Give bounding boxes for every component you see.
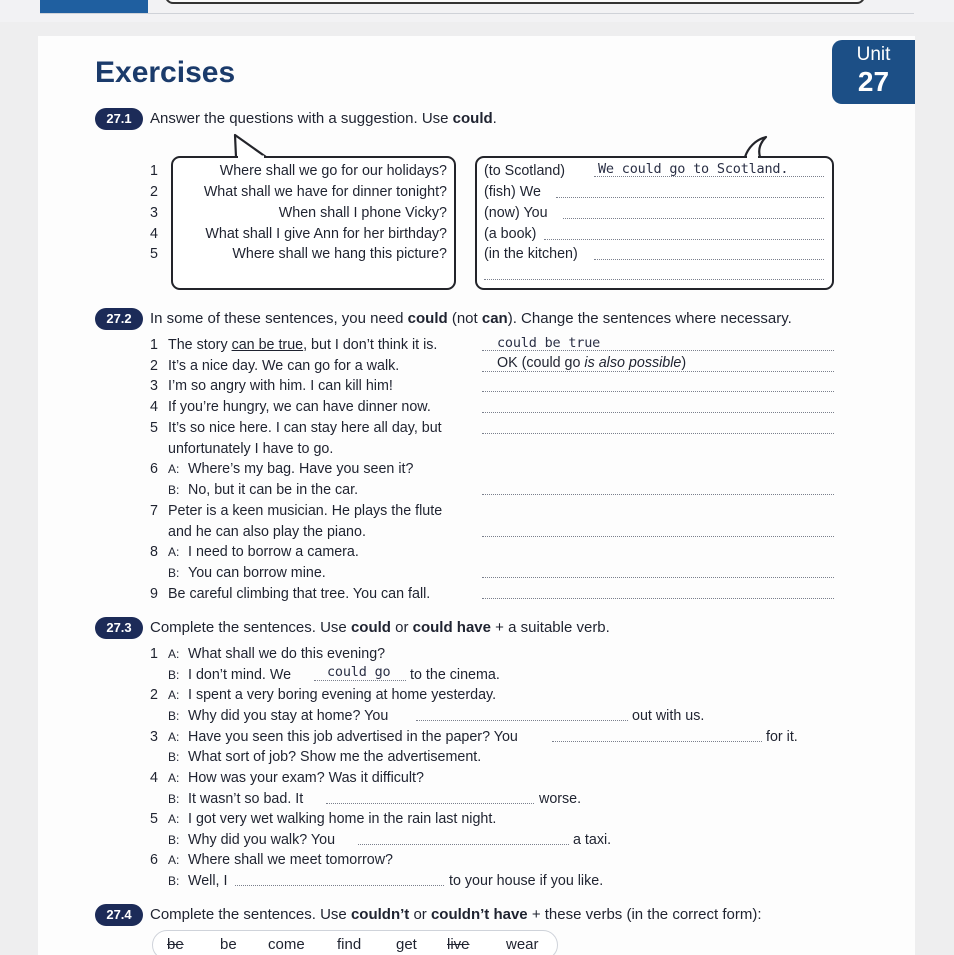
answer-line[interactable] [235, 885, 444, 886]
question-text: Where shall we go for our holidays? [219, 163, 447, 179]
sentence-text: for it. [766, 729, 798, 745]
sentence-text: If you’re hungry, we can have dinner now. [168, 399, 431, 415]
speaker-label: A: [168, 730, 180, 744]
item-number: 7 [150, 503, 158, 519]
speaker-label: A: [168, 647, 180, 661]
exercise-27-1-instruction: Answer the questions with a suggestion. Use could. [150, 110, 497, 127]
sentence-text: Well, I [188, 873, 228, 889]
sentence-text: to the cinema. [410, 667, 500, 683]
sentence-text: How was your exam? Was it difficult? [188, 770, 424, 786]
exercise-badge-27-4: 27.4 [95, 904, 143, 926]
sentence-text: Have you seen this job advertised in the paper? You [188, 729, 518, 745]
exercise-badge-27-2: 27.2 [95, 308, 143, 330]
answer-line[interactable] [482, 577, 834, 578]
speaker-label: B: [168, 483, 180, 497]
sentence-text: I got very wet walking home in the rain last night. [188, 811, 497, 827]
sentence-text: You can borrow mine. [188, 565, 326, 581]
answer-line[interactable] [314, 680, 406, 681]
handwritten-answer[interactable]: We could go to Scotland. [598, 161, 789, 177]
speaker-label: A: [168, 853, 180, 867]
sentence-text: unfortunately I have to go. [168, 441, 334, 457]
sentence-text: I’m so angry with him. I can kill him! [168, 378, 393, 394]
sentence-text: I need to borrow a camera. [188, 544, 359, 560]
sentence-text: What shall we do this evening? [188, 646, 386, 662]
word-used: live [447, 936, 470, 953]
speaker-label: B: [168, 750, 180, 764]
answer-line[interactable] [544, 239, 824, 240]
sentence-text: The story can be true, but I don’t think it is. [168, 337, 438, 353]
sentence-text: Where shall we meet tomorrow? [188, 852, 393, 868]
speaker-label: B: [168, 833, 180, 847]
sentence-text: I spent a very boring evening at home yesterday. [188, 687, 497, 703]
answer-line[interactable] [482, 494, 834, 495]
answer-line[interactable] [594, 176, 824, 177]
item-number: 6 [150, 461, 158, 477]
exercise-27-3-instruction: Complete the sentences. Use could or could have + a suitable verb. [150, 619, 610, 636]
word-option: come [268, 936, 305, 953]
exercise-badge-27-3: 27.3 [95, 617, 143, 639]
exercise-27-2-instruction: In some of these sentences, you need could (not can). Change the sentences where necessary. [150, 310, 792, 327]
prompt-text: (now) You [484, 205, 548, 221]
item-number: 6 [150, 852, 158, 868]
speaker-label: B: [168, 566, 180, 580]
speaker-label: A: [168, 812, 180, 826]
word-option: find [337, 936, 362, 953]
answer-line[interactable] [326, 803, 534, 804]
sentence-text: I don’t mind. We [188, 667, 292, 683]
answer-line[interactable] [484, 279, 824, 280]
question-text: When shall I phone Vicky? [278, 205, 447, 221]
item-number: 3 [150, 378, 158, 394]
speaker-label: B: [168, 874, 180, 888]
exercise-27-4-instruction: Complete the sentences. Use couldn’t or couldn’t have + these verbs (in the correct form): [150, 906, 762, 923]
unit-label: Unit [856, 44, 891, 65]
item-number: 2 [150, 358, 158, 374]
answer-line[interactable] [358, 844, 569, 845]
item-number: 4 [150, 770, 158, 786]
item-number: 1 [150, 163, 158, 179]
sentence-text: a taxi. [573, 832, 612, 848]
sentence-text: What sort of job? Show me the advertisement. [188, 749, 482, 765]
sentence-text: Why did you stay at home? You [188, 708, 389, 724]
word-option: be [220, 936, 237, 953]
item-number: 9 [150, 586, 158, 602]
item-number: 5 [150, 420, 158, 436]
sentence-text: It wasn’t so bad. It [188, 791, 304, 807]
unit-number: 27 [857, 66, 890, 97]
item-number: 1 [150, 646, 158, 662]
exercise-badge-27-1: 27.1 [95, 108, 143, 130]
item-number: 5 [150, 246, 158, 262]
question-text: Where shall we hang this picture? [232, 246, 447, 262]
handwritten-answer[interactable]: could be true [497, 335, 601, 351]
sentence-text: No, but it can be in the car. [188, 482, 359, 498]
answer-line[interactable] [482, 412, 834, 413]
item-number: 5 [150, 811, 158, 827]
speaker-label: B: [168, 668, 180, 682]
question-text: What shall I give Ann for her birthday? [205, 226, 447, 242]
prompt-text: (fish) We [484, 184, 541, 200]
item-number: 2 [150, 687, 158, 703]
sentence-text: worse. [539, 791, 582, 807]
item-number: 1 [150, 337, 158, 353]
sentence-text: Where’s my bag. Have you seen it? [188, 461, 414, 477]
speaker-label: A: [168, 545, 180, 559]
speaker-label: B: [168, 792, 180, 806]
handwritten-answer[interactable]: could go [327, 664, 391, 680]
sentence-text: and he can also play the piano. [168, 524, 366, 540]
prompt-text: (in the kitchen) [484, 246, 578, 262]
answer-line[interactable] [482, 350, 834, 351]
answer-line[interactable] [563, 218, 824, 219]
item-number: 3 [150, 729, 158, 745]
answer-line[interactable] [482, 371, 834, 372]
sentence-text: Peter is a keen musician. He plays the flute [168, 503, 443, 519]
answer-line[interactable] [482, 391, 834, 392]
sentence-text: out with us. [632, 708, 705, 724]
word-used: be [167, 936, 184, 953]
sentence-text: It’s so nice here. I can stay here all day, but [168, 420, 442, 436]
sentence-text: Be careful climbing that tree. You can fall. [168, 586, 431, 602]
speaker-label: A: [168, 771, 180, 785]
prompt-text: (a book) [484, 226, 537, 242]
answer-line[interactable] [556, 197, 824, 198]
word-option: wear [506, 936, 539, 953]
item-number: 8 [150, 544, 158, 560]
answer-line[interactable] [594, 259, 824, 260]
prompt-text: (to Scotland) [484, 163, 566, 179]
speaker-label: A: [168, 462, 180, 476]
sentence-text: It’s a nice day. We can go for a walk. [168, 358, 400, 374]
item-number: 4 [150, 399, 158, 415]
word-option: get [396, 936, 417, 953]
sentence-text: to your house if you like. [449, 873, 604, 889]
page-title: Exercises [95, 56, 236, 89]
speaker-label: B: [168, 709, 180, 723]
answer-line[interactable] [482, 536, 834, 537]
given-answer: OK (could go is also possible) [497, 355, 687, 371]
answer-line[interactable] [482, 433, 834, 434]
item-number: 4 [150, 226, 158, 242]
answer-line[interactable] [416, 720, 628, 721]
sentence-text: Why did you walk? You [188, 832, 336, 848]
answer-line[interactable] [482, 598, 834, 599]
item-number: 2 [150, 184, 158, 200]
question-text: What shall we have for dinner tonight? [203, 184, 447, 200]
item-number: 3 [150, 205, 158, 221]
speaker-label: A: [168, 688, 180, 702]
answer-line[interactable] [552, 741, 762, 742]
